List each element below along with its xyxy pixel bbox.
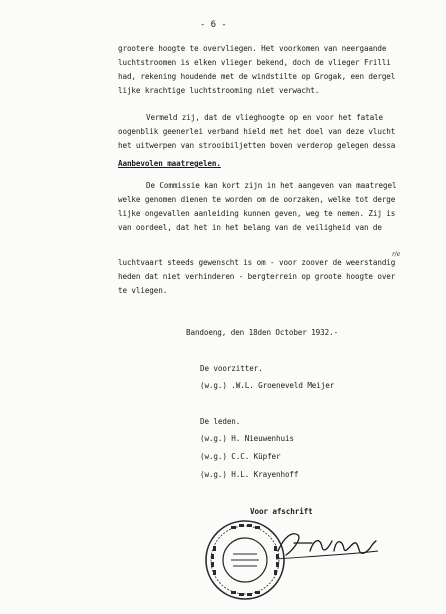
- page-number: - 6 -: [200, 20, 227, 30]
- paragraph-3-line-4: van oordeel, dat het in het belang van de veiligheid van de: [118, 223, 382, 232]
- paragraph-1-line-3: had, rekening houdende met de windstilte op Grogak, een dergel: [118, 72, 396, 81]
- date-line: Bandoeng, den 18den October 1932.-: [186, 328, 339, 337]
- paragraph-1-line-2: luchtstroomen is elken vlieger bekend, doch de vlieger Frilli: [118, 58, 391, 67]
- paragraph-3-line-2: welke genomen dienen te worden om de oorzaken, welke tot derge: [118, 195, 396, 204]
- paragraph-3-line-6: heden dat niet verhinderen - bergterrein op groote hoogte over: [118, 272, 396, 281]
- members-label: De leden.: [200, 417, 241, 426]
- paragraph-2-line-2: oogenblik geenerlei verband hield met het doel van deze vlucht: [118, 127, 396, 136]
- copy-label: Voor afschrift: [250, 507, 313, 516]
- chair-signature-line: (w.g.) .W.L. Groeneveld Meijer: [200, 381, 335, 390]
- chair-label: De voorzitter.: [200, 364, 263, 373]
- paragraph-3-line-5: luchtvaart steeds gewenscht is om - voor zoover de weerstandig: [118, 258, 396, 267]
- handwritten-signature: [272, 525, 382, 565]
- section-heading: Aanbevolen maatregelen.: [118, 159, 221, 168]
- paragraph-3-line-1: De Commissie kan kort zijn in het aangeven van maatregel: [146, 181, 397, 190]
- paragraph-2-line-3: het uitwerpen van strooibiljetten boven verderop gelegen dessa: [118, 141, 396, 150]
- member-line-1: (w.g.) H. Nieuwenhuis: [200, 434, 294, 443]
- paragraph-3-line-7: te vliegen.: [118, 286, 168, 295]
- member-line-2: (w.g.) C.C. Küpfer: [200, 452, 281, 461]
- handwritten-insertion: r/e: [392, 251, 401, 258]
- member-line-3: (w.g.) H.L. Krayenhoff: [200, 470, 299, 479]
- paragraph-1-line-4: lijke krachtige luchtstrooming niet verwacht.: [118, 86, 320, 95]
- official-stamp: [203, 518, 287, 602]
- paragraph-2-line-1: Vermeld zij, dat de vlieghoogte op en voor het fatale: [146, 113, 384, 122]
- paragraph-3-line-3: lijke ongevallen aanleiding kunnen geven, weg te nemen. Zij is: [118, 209, 396, 218]
- paragraph-1-line-1: grootere hoogte te overvliegen. Het voorkomen van neergaande: [118, 44, 387, 53]
